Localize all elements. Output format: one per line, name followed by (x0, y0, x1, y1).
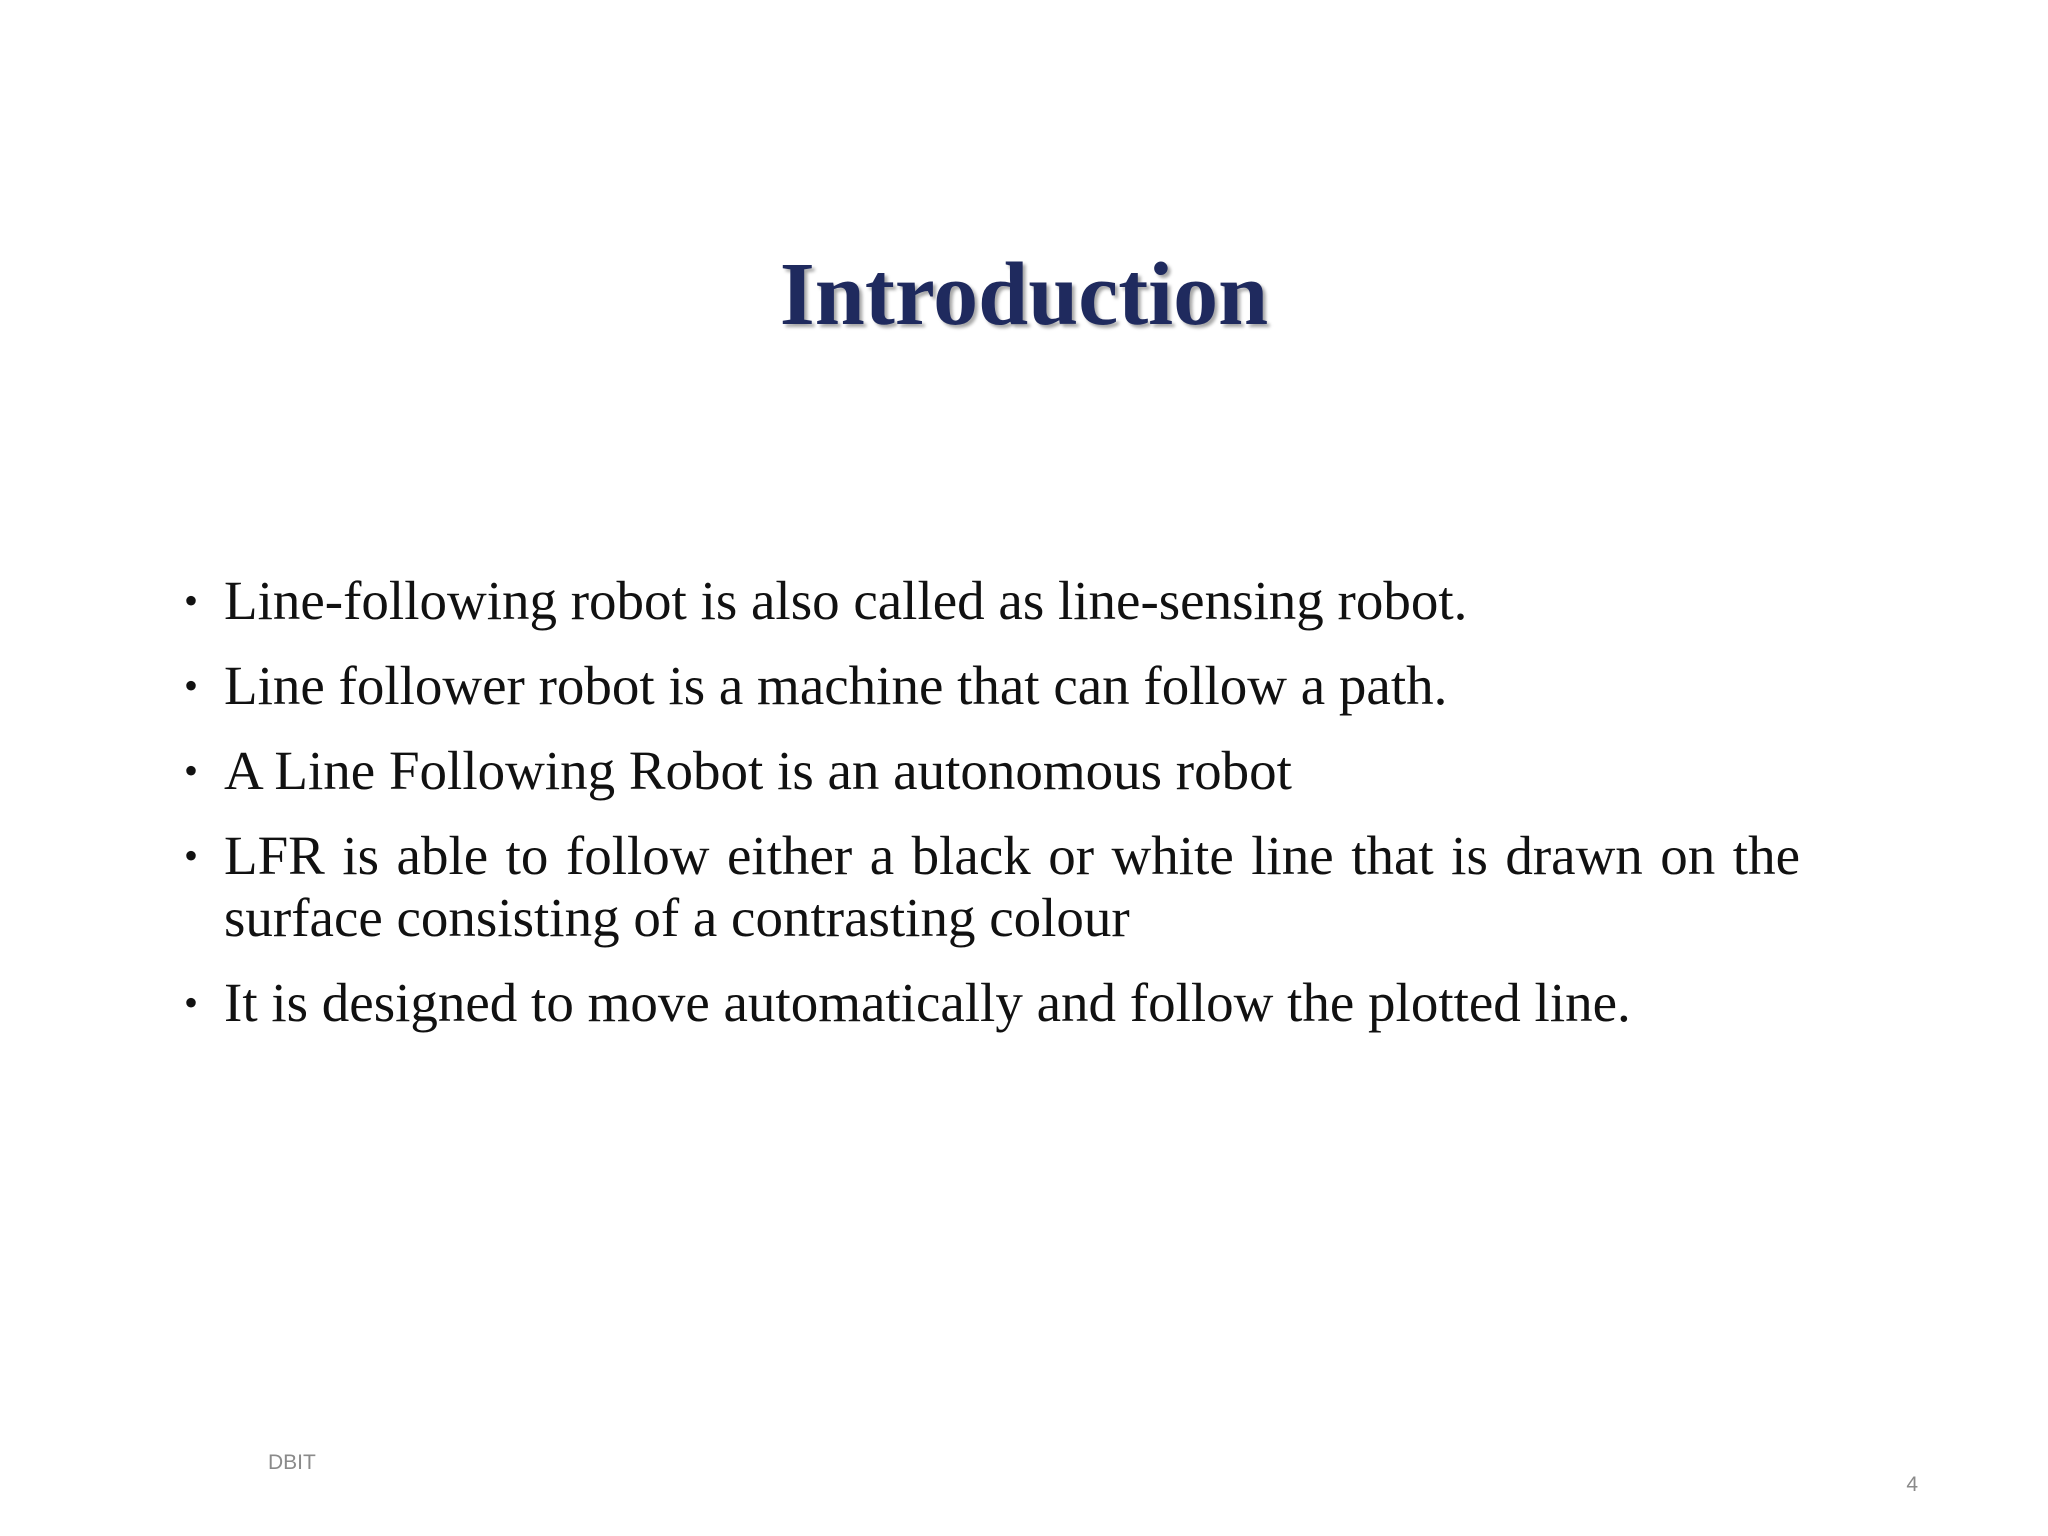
bullet-text: It is designed to move automatically and follow the plotted line. (224, 972, 1631, 1033)
bullet-item-1 (180, 570, 1800, 632)
bullet-item-4 (180, 825, 1800, 949)
slide-title: Introduction (779, 245, 1269, 344)
page-number: 4 (1906, 1473, 1918, 1496)
footer-text: DBIT (268, 1451, 316, 1474)
bullet-text: A Line Following Robot is an autonomous robot (224, 740, 1292, 801)
bullet-item-3 (180, 740, 1800, 802)
bullet-item-5 (180, 972, 1800, 1034)
bullet-icon: • (184, 578, 199, 623)
bullet-list (180, 570, 1800, 1057)
bullet-icon: • (184, 833, 199, 878)
bullet-icon: • (184, 663, 199, 708)
bullet-icon: • (184, 980, 199, 1025)
bullet-icon: • (184, 748, 199, 793)
bullet-item-2 (180, 655, 1800, 717)
bullet-text: Line-following robot is also called as line-sensing robot. (224, 570, 1468, 631)
bullet-text: LFR is able to follow either a black or white line that is drawn on the surface consisting of a contrasting colour (224, 825, 1800, 948)
bullet-text: Line follower robot is a machine that can follow a path. (224, 655, 1448, 716)
